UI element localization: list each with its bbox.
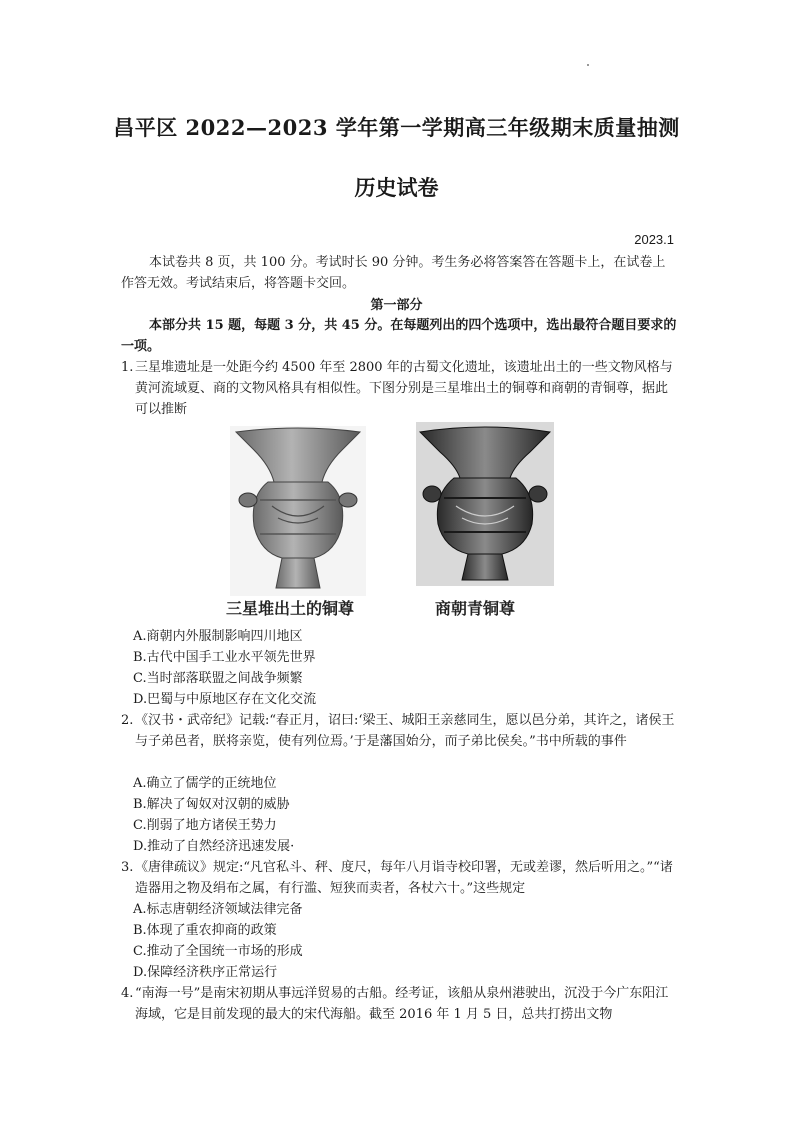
question-1-option-d: D.巴蜀与中原地区存在文化交流 xyxy=(133,692,317,707)
figure-caption-sanxingdui: 三星堆出土的铜尊 xyxy=(226,599,355,618)
question-2 xyxy=(121,710,677,752)
question-3-option-c: C.推动了全国统一市场的形成 xyxy=(133,944,303,959)
question-stem: “南海一号”是南宋初期从事远洋贸易的古船。经考证，该船从泉州港驶出，沉没于今广东阳江海域，它是目前发现的最大的宋代海船。截至 2016 年 1 月 5 日，总共打捞出文物 xyxy=(135,986,669,1022)
exam-date: 2023.1 xyxy=(634,232,674,247)
question-3-option-d: D.保障经济秩序正常运行 xyxy=(133,965,278,980)
question-2-option-c: C.削弱了地方诸侯王势力 xyxy=(133,818,277,833)
part-heading: 第一部分 xyxy=(370,298,423,313)
question-number: 2. xyxy=(121,713,134,728)
shang-zun-image xyxy=(416,422,554,586)
exam-subtitle: 历史试卷 xyxy=(354,175,439,200)
question-stem: 《唐律疏议》规定:“凡官私斗、秤、度尺，每年八月诣寺校印署，无或差谬，然后听用之。”“诸造器用之物及绢布之属，有行滥、短狭而卖者，各杖六十。”这些规定 xyxy=(135,860,673,896)
question-number: 1. xyxy=(121,360,134,375)
scan-speck xyxy=(587,64,589,66)
question-3-option-b: B.体现了重农抑商的政策 xyxy=(133,923,277,938)
question-4 xyxy=(121,983,677,1025)
question-stem: 《汉书・武帝纪》记载:“春正月，诏曰:‘梁王、城阳王亲慈同生，愿以邑分弟，其许之，诸侯王与子弟邑者，朕将亲览，使有列位焉。’于是藩国始分，而子弟比侯矣。”书中所载的事件 xyxy=(135,713,675,749)
question-2-option-d: D.推动了自然经济迅速发展· xyxy=(133,839,295,854)
question-1 xyxy=(121,357,677,420)
question-2-option-b: B.解决了匈奴对汉朝的威胁 xyxy=(133,797,290,812)
question-stem: 三星堆遗址是一处距今约 4500 年至 2800 年的古蜀文化遗址，该遗址出土的一些文物风格与黄河流域夏、商的文物风格具有相似性。下图分别是三星堆出土的铜尊和商朝的青铜尊，据此可以推断 xyxy=(135,360,673,417)
question-2-option-a: A.确立了儒学的正统地位 xyxy=(133,776,277,791)
exam-instructions: 本试卷共 8 页，共 100 分。考试时长 90 分钟。考生务必将答案答在答题卡上，在试卷上作答无效。考试结束后，将答题卡交回。 xyxy=(121,255,666,291)
part-intro: 本部分共 15 题，每题 3 分，共 45 分。在每题列出的四个选项中，选出最符合题目要求的一项。 xyxy=(121,318,677,354)
figure-caption-shang: 商朝青铜尊 xyxy=(435,599,516,618)
question-1-option-c: C.当时部落联盟之间战争频繁 xyxy=(133,671,303,686)
question-1-option-b: B.古代中国手工业水平领先世界 xyxy=(133,650,316,665)
question-3-option-a: A.标志唐朝经济领域法律完备 xyxy=(133,902,303,917)
question-1-option-a: A.商朝内外服制影响四川地区 xyxy=(133,629,303,644)
question-number: 4. xyxy=(121,986,134,1001)
bronze-zun-figure xyxy=(226,420,555,620)
exam-title: 昌平区 2022—2023 学年第一学期高三年级期末质量抽测 xyxy=(113,115,680,140)
question-3 xyxy=(121,857,677,899)
sanxingdui-zun-image xyxy=(230,426,366,596)
question-number: 3. xyxy=(121,860,134,875)
